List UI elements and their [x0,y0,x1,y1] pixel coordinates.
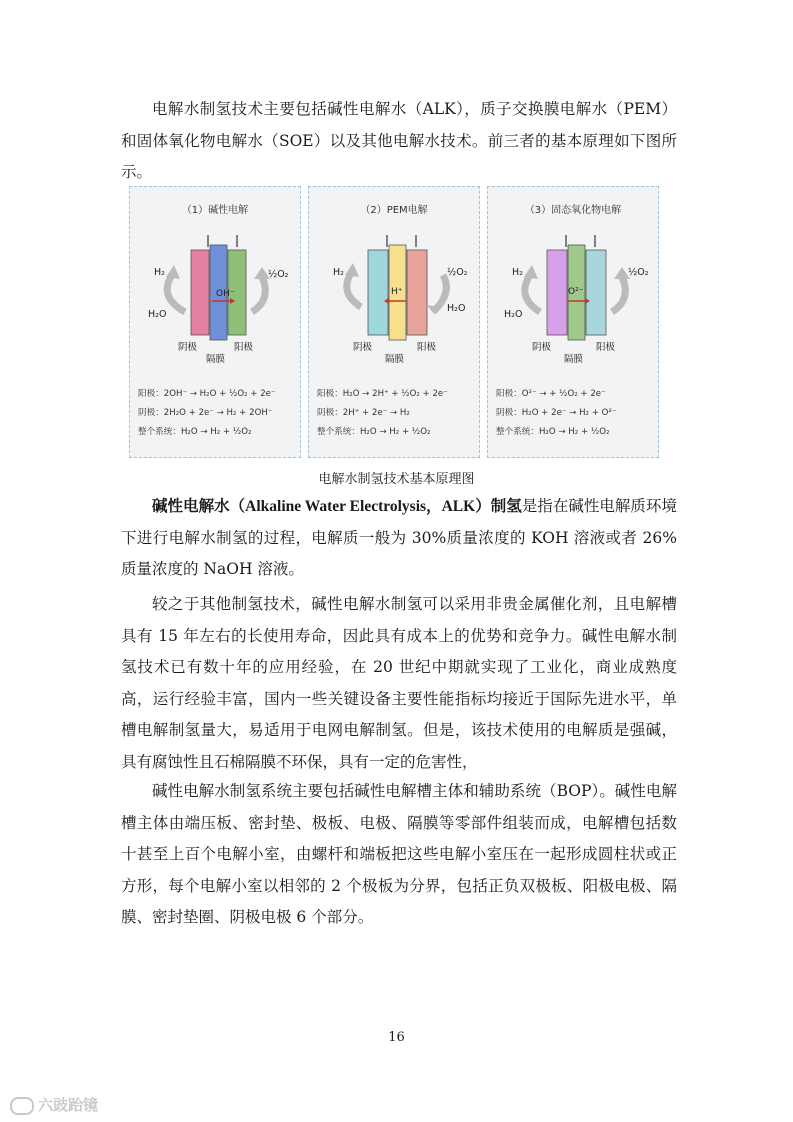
panel-title: （1）碱性电解 [181,205,249,216]
watermark-logo-icon [10,1097,34,1115]
membrane-label: 隔膜 [564,354,584,365]
equation-cathode: 阴极：2H₂O + 2e⁻ → H₂ + 2OH⁻ [138,408,273,418]
h2o-label: H₂O [447,303,466,314]
intro-paragraph: 电解水制氢技术主要包括碱性电解水（ALK），质子交换膜电解水（PEM）和固体氧化物电解水（SOE）以及其他电解水技术。前三者的基本原理如下图所示。 [121,100,677,181]
ion-label: OH⁻ [216,289,235,299]
anode-label: 阳极 [596,342,616,353]
equation-anode: 阳极：2OH⁻ → H₂O + ½O₂ + 2e⁻ [138,389,276,399]
cathode-plate [368,250,388,335]
h2-label: H₂ [512,267,523,278]
anode-plate [407,250,427,335]
equation-overall: 整个系统：H₂O → H₂ + ½O₂ [317,427,431,437]
o2-label: ½O₂ [447,267,468,278]
principle-figure [129,186,658,460]
anode-plate [586,250,606,335]
right-arrow-icon [252,277,265,312]
equation-overall: 整个系统：H₂O → H₂ + ½O₂ [138,427,252,437]
h2o-label: H₂O [504,309,523,320]
o2-label: ½O₂ [628,267,649,278]
panel-title: （2）PEM电解 [360,205,428,216]
ion-label: O²⁻ [568,287,584,297]
cathode-label: 阴极 [532,342,552,353]
system-paragraph: 碱性电解水制氢系统主要包括碱性电解槽主体和辅助系统（BOP）。碱性电解槽主体由端压板、密封垫、极板、电极、隔膜等零部件组装而成，电解槽包括数十甚至上百个电解小室，由螺杆和端板把这些电解小室压在一起形成圆柱状或正方形，每个电解小室以相邻的 2 个极板为分界，包括正负双极板、阳极电极、隔膜、密封垫圈、阴极电极 6 个部分。 [121,782,677,926]
h2-label: H₂ [154,267,165,278]
alk-definition-text: 是指在碱性电解质环境下进行电解水制氢的过程，电解质一般为 30%质量浓度的 KOH 溶液或者 26%质量浓度的 NaOH 溶液。 [121,497,677,578]
page-number: 16 [388,1030,405,1045]
figure-caption: 电解水制氢技术基本原理图 [318,472,475,487]
advantages-paragraph: 较之于其他制氢技术，碱性电解水制氢可以采用非贵金属催化剂，且电解槽具有 15 年左右的长使用寿命，因此具有成本上的优势和竞争力。碱性电解水制氢技术已有数十年的应用经验，在 20 世纪中期就实现了工业化，商业成熟度高，运行经验丰富，国内一些关键设备主要性能指标均接近于国际先进水平，单槽电解制氢量大，易适用于电网电解制氢。但是，该技术使用的电解质是强碱，具有腐蚀性且石棉隔膜不环保，具有一定的危害性， [121,595,677,771]
left-arrow-icon [347,273,361,307]
o2-label: ½O₂ [268,269,289,280]
equation-cathode: 阴极：2H⁺ + 2e⁻ → H₂ [317,408,410,418]
equation-anode: 阳极：H₂O → 2H⁺ + ½O₂ + 2e⁻ [317,389,448,399]
equation-anode: 阳极：O²⁻ → + ½O₂ + 2e⁻ [496,389,606,399]
equation-cathode: 阴极：H₂O + 2e⁻ → H₂ + O²⁻ [496,408,617,418]
equation-overall: 整个系统：H₂O → H₂ + ½O₂ [496,427,610,437]
cathode-label: 阴极 [178,342,198,353]
watermark-text: 六豉跆镜 [38,1096,99,1114]
alk-definition-paragraph [121,491,677,586]
cathode-plate [191,250,209,335]
left-arrow-icon [525,275,540,312]
anode-label: 阳极 [417,342,437,353]
cathode-label: 阴极 [353,342,373,353]
ion-label: H⁺ [391,287,403,297]
left-arrow-icon [167,275,185,312]
membrane-label: 隔膜 [385,354,405,365]
panel-soe [487,186,659,458]
anode-label: 阳极 [234,342,254,353]
h2-label: H₂ [333,267,344,278]
right-arrow-icon [612,277,625,312]
cathode-plate [547,250,567,335]
panel-pem [308,186,480,458]
cell-diagram [309,227,481,407]
panel-title: （3）固态氧化物电解 [524,205,622,216]
panel-alkaline [129,186,301,458]
alk-term: 碱性电解水（Alkaline Water Electrolysis，ALK）制氢 [152,498,522,515]
watermark [10,1094,98,1115]
membrane-label: 隔膜 [206,354,226,365]
h2o-label: H₂O [148,309,167,320]
